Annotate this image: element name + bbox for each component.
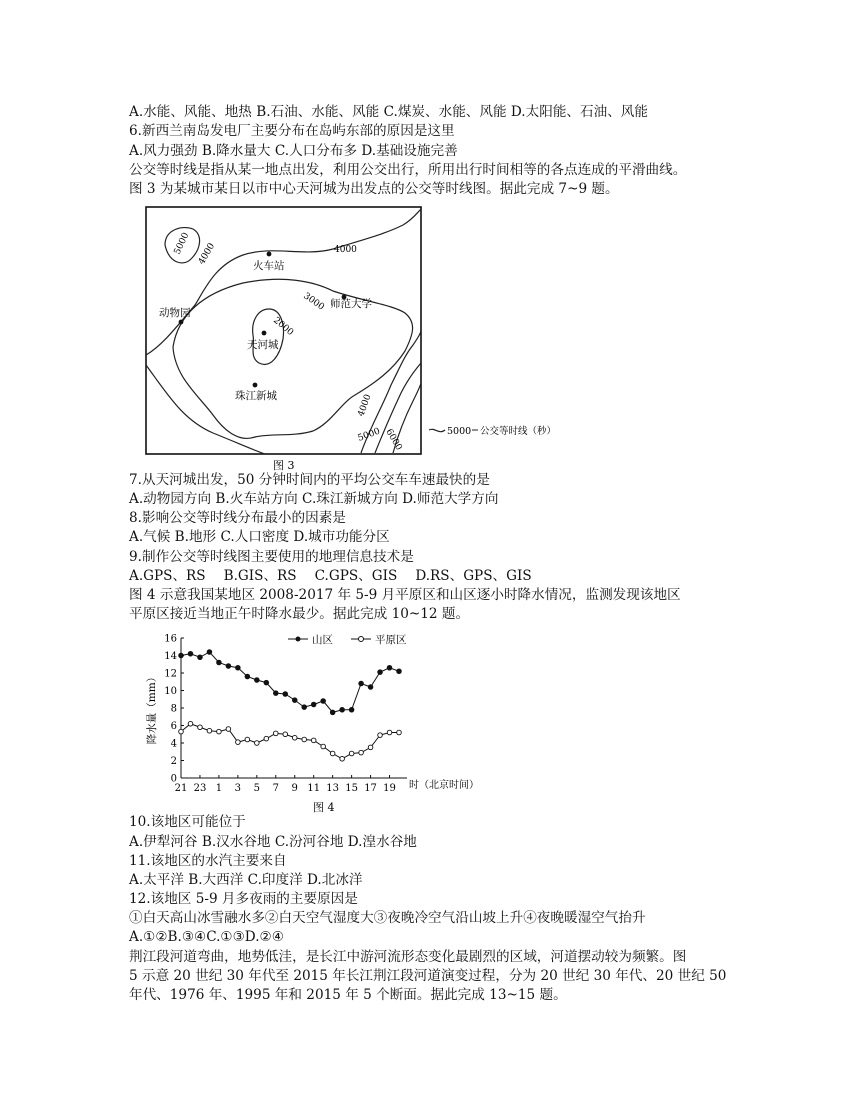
legend-marker-plain: [359, 637, 364, 642]
x-tick-label: 15: [345, 783, 358, 794]
data-point-plain: [292, 735, 297, 740]
contour-label-5000-bottom: 5000: [356, 426, 382, 444]
chart-legend: [288, 633, 407, 646]
chart-y-axis-label: 降水量（mm）: [146, 671, 158, 745]
x-tick-label: 13: [326, 783, 340, 794]
x-tick-label: 5: [253, 783, 261, 794]
legend-text: 公交等时线（秒）: [480, 426, 557, 437]
chart-axes: [181, 638, 407, 778]
q8-stem: 8.影响公交等时线分布最小的因素是: [129, 510, 346, 526]
x-tick-label: 7: [272, 783, 279, 794]
intro-13-15-line3: 年代、1976 年、1995 年和 2015 年 5 个断面。据此完成 13~15 题。: [129, 987, 567, 1003]
data-point-mountain: [273, 691, 278, 696]
q10-stem: 10.该地区可能位于: [129, 814, 246, 830]
q12-items: ①白天高山冰雪融水多②白天空气湿度大③夜晚冷空气沿山坡上升④夜晚暖湿空气抬升: [129, 910, 646, 926]
data-point-plain: [283, 732, 288, 737]
q9-stem: 9.制作公交等时线图主要使用的地理信息技术是: [129, 549, 414, 565]
data-point-mountain: [179, 653, 184, 658]
data-point-plain: [349, 751, 354, 756]
data-point-mountain: [283, 692, 288, 697]
intro-10-12-line2: 平原区接近当地正午时降水最少。据此完成 10~12 题。: [129, 606, 470, 622]
q7-options: A.动物园方向 B.火车站方向 C.珠江新城方向 D.师范大学方向: [129, 491, 499, 507]
contour-label-4000-right: 4000: [356, 393, 374, 419]
contour-label-2000: 2000: [271, 315, 296, 339]
legend-value: 5000: [447, 426, 472, 437]
data-point-plain: [179, 729, 184, 734]
label-zoo: 动物园: [159, 307, 191, 319]
y-tick-label: 4: [170, 738, 177, 750]
intro-7-9-line2: 图 3 为某城市某日以市中心天河城为出发点的公交等时线图。据此完成 7~9 题。: [129, 181, 619, 197]
data-point-plain: [397, 730, 402, 735]
label-train-station: 火车站: [253, 260, 285, 272]
data-point-plain: [217, 729, 222, 734]
q11-options: A.太平洋 B.大西洋 C.印度洋 D.北冰洋: [129, 872, 363, 888]
data-point-plain: [198, 725, 203, 730]
q10-options: A.伊犁河谷 B.汉水谷地 C.汾河谷地 D.湟水谷地: [129, 834, 417, 850]
y-tick-label: 14: [164, 651, 177, 662]
q6-stem: 6.新西兰南岛发电厂主要分布在岛屿东部的原因是这里: [129, 123, 455, 139]
chart-x-axis-label: 时（北京时间）: [409, 780, 479, 791]
data-point-plain: [245, 737, 250, 742]
y-tick-label: 0: [170, 773, 177, 785]
y-tick-label: 8: [170, 703, 177, 715]
data-point-mountain: [236, 665, 241, 670]
intro-10-12-line1: 图 4 示意我国某地区 2008-2017 年 5-9 月平原区和山区逐小时降水情况，监测发现该地区: [129, 587, 681, 603]
data-point-mountain: [264, 680, 269, 685]
q9-option-b: B.GIS、RS: [223, 568, 297, 584]
q12-stem: 12.该地区 5-9 月多夜雨的主要原因是: [129, 891, 358, 907]
x-tick-label: 3: [234, 783, 242, 794]
data-point-plain: [226, 727, 231, 732]
data-point-plain: [340, 756, 345, 761]
x-tick-label: 19: [383, 783, 396, 794]
q11-stem: 11.该地区的水汽主要来自: [129, 853, 287, 869]
contour-label-3000: 3000: [301, 291, 326, 313]
legend-mountain: 山区: [312, 634, 333, 646]
data-point-plain: [273, 731, 278, 736]
data-point-mountain: [321, 699, 326, 704]
label-tianhe: 天河城: [247, 339, 279, 351]
data-point-plain: [387, 730, 392, 735]
intro-13-15-line1: 荆江段河道弯曲，地势低洼，是长江中游河流形态变化最剧烈的区域，河道摆动较为频繁。图: [129, 949, 687, 965]
data-point-mountain: [255, 678, 260, 683]
y-tick-label: 2: [170, 756, 177, 767]
data-point-plain: [188, 721, 193, 726]
x-tick-label: 9: [291, 783, 298, 794]
q7-stem: 7.从天河城出发，50 分钟时间内的平均公交车车速最快的是: [129, 472, 490, 488]
data-point-plain: [264, 736, 269, 741]
data-point-mountain: [292, 698, 297, 703]
data-point-mountain: [207, 650, 212, 655]
q9-option-d: D.RS、GPS、GIS: [415, 568, 532, 584]
data-point-mountain: [188, 651, 193, 656]
q6-options: A.风力强劲 B.降水量大 C.人口分布多 D.基础设施完善: [129, 143, 458, 159]
q8-options: A.气候 B.地形 C.人口密度 D.城市功能分区: [129, 529, 390, 545]
data-point-mountain: [349, 707, 354, 712]
q12-options: A.①②B.③④C.①③D.②④: [129, 929, 284, 945]
q9-option-c: C.GPS、GIS: [314, 568, 398, 584]
label-zhujiang-new-town: 珠江新城: [235, 390, 277, 402]
x-tick-label: 1: [215, 783, 223, 794]
data-point-mountain: [397, 669, 402, 674]
data-point-mountain: [198, 655, 203, 660]
data-point-mountain: [330, 710, 335, 715]
label-normal-university: 师范大学: [330, 298, 372, 310]
data-point-mountain: [378, 670, 383, 675]
data-point-mountain: [359, 681, 364, 686]
data-point-mountain: [226, 664, 231, 669]
q9-options: [129, 566, 550, 586]
contour-label-5000-left: 5000: [172, 231, 192, 257]
chart-series: [179, 650, 402, 761]
y-tick-label: 6: [170, 721, 177, 732]
legend-marker-mountain: [296, 637, 301, 642]
figure-4-precipitation-chart: [143, 628, 503, 822]
figure-3-caption: 图 3: [273, 459, 295, 472]
figure-4-caption: 图 4: [313, 801, 335, 814]
data-point-plain: [311, 738, 316, 743]
legend-plain: 平原区: [375, 634, 407, 646]
data-point-plain: [359, 750, 364, 755]
x-tick-label: 17: [364, 783, 377, 794]
data-point-mountain: [340, 707, 345, 712]
series-line-plain: [181, 724, 399, 759]
intro-7-9-line1: 公交等时线是指从某一地点出发，利用公交出行，所用出行时间相等的各点连成的平滑曲线。: [129, 162, 687, 178]
y-tick-label: 10: [164, 686, 177, 697]
data-point-mountain: [311, 702, 316, 707]
data-point-plain: [302, 737, 307, 742]
data-point-plain: [368, 745, 373, 750]
data-point-plain: [207, 728, 212, 733]
contour-label-4000-left: 4000: [196, 241, 218, 267]
data-point-mountain: [217, 660, 222, 665]
contour-label-4000-top: 4000: [334, 245, 357, 255]
data-point-mountain: [245, 674, 250, 679]
x-tick-label: 11: [307, 783, 321, 794]
data-point-mountain: [368, 685, 373, 690]
data-point-plain: [378, 733, 383, 738]
data-point-plain: [236, 740, 241, 745]
series-line-mountain: [181, 652, 399, 712]
data-point-plain: [321, 744, 326, 749]
data-point-mountain: [302, 705, 307, 710]
data-point-plain: [330, 751, 335, 756]
q5-options: A.水能、风能、地热 B.石油、水能、风能 C.煤炭、水能、风能 D.太阳能、石油、风能: [129, 104, 648, 120]
data-point-plain: [255, 741, 260, 746]
data-point-mountain: [387, 665, 392, 670]
q9-option-a: A.GPS、RS: [129, 568, 206, 584]
x-tick-label: 23: [193, 783, 207, 794]
y-tick-label: 16: [164, 633, 177, 645]
y-tick-label: 12: [164, 668, 177, 680]
figure-3-isochrone-map: [143, 205, 573, 477]
intro-13-15-line2: 5 示意 20 世纪 30 年代至 2015 年长江荆江段河道演变过程，分为 20 世纪 30 年代、20 世纪 50: [129, 968, 727, 984]
x-tick-label: 21: [174, 783, 188, 794]
contour-label-6000: 6000: [383, 427, 404, 453]
